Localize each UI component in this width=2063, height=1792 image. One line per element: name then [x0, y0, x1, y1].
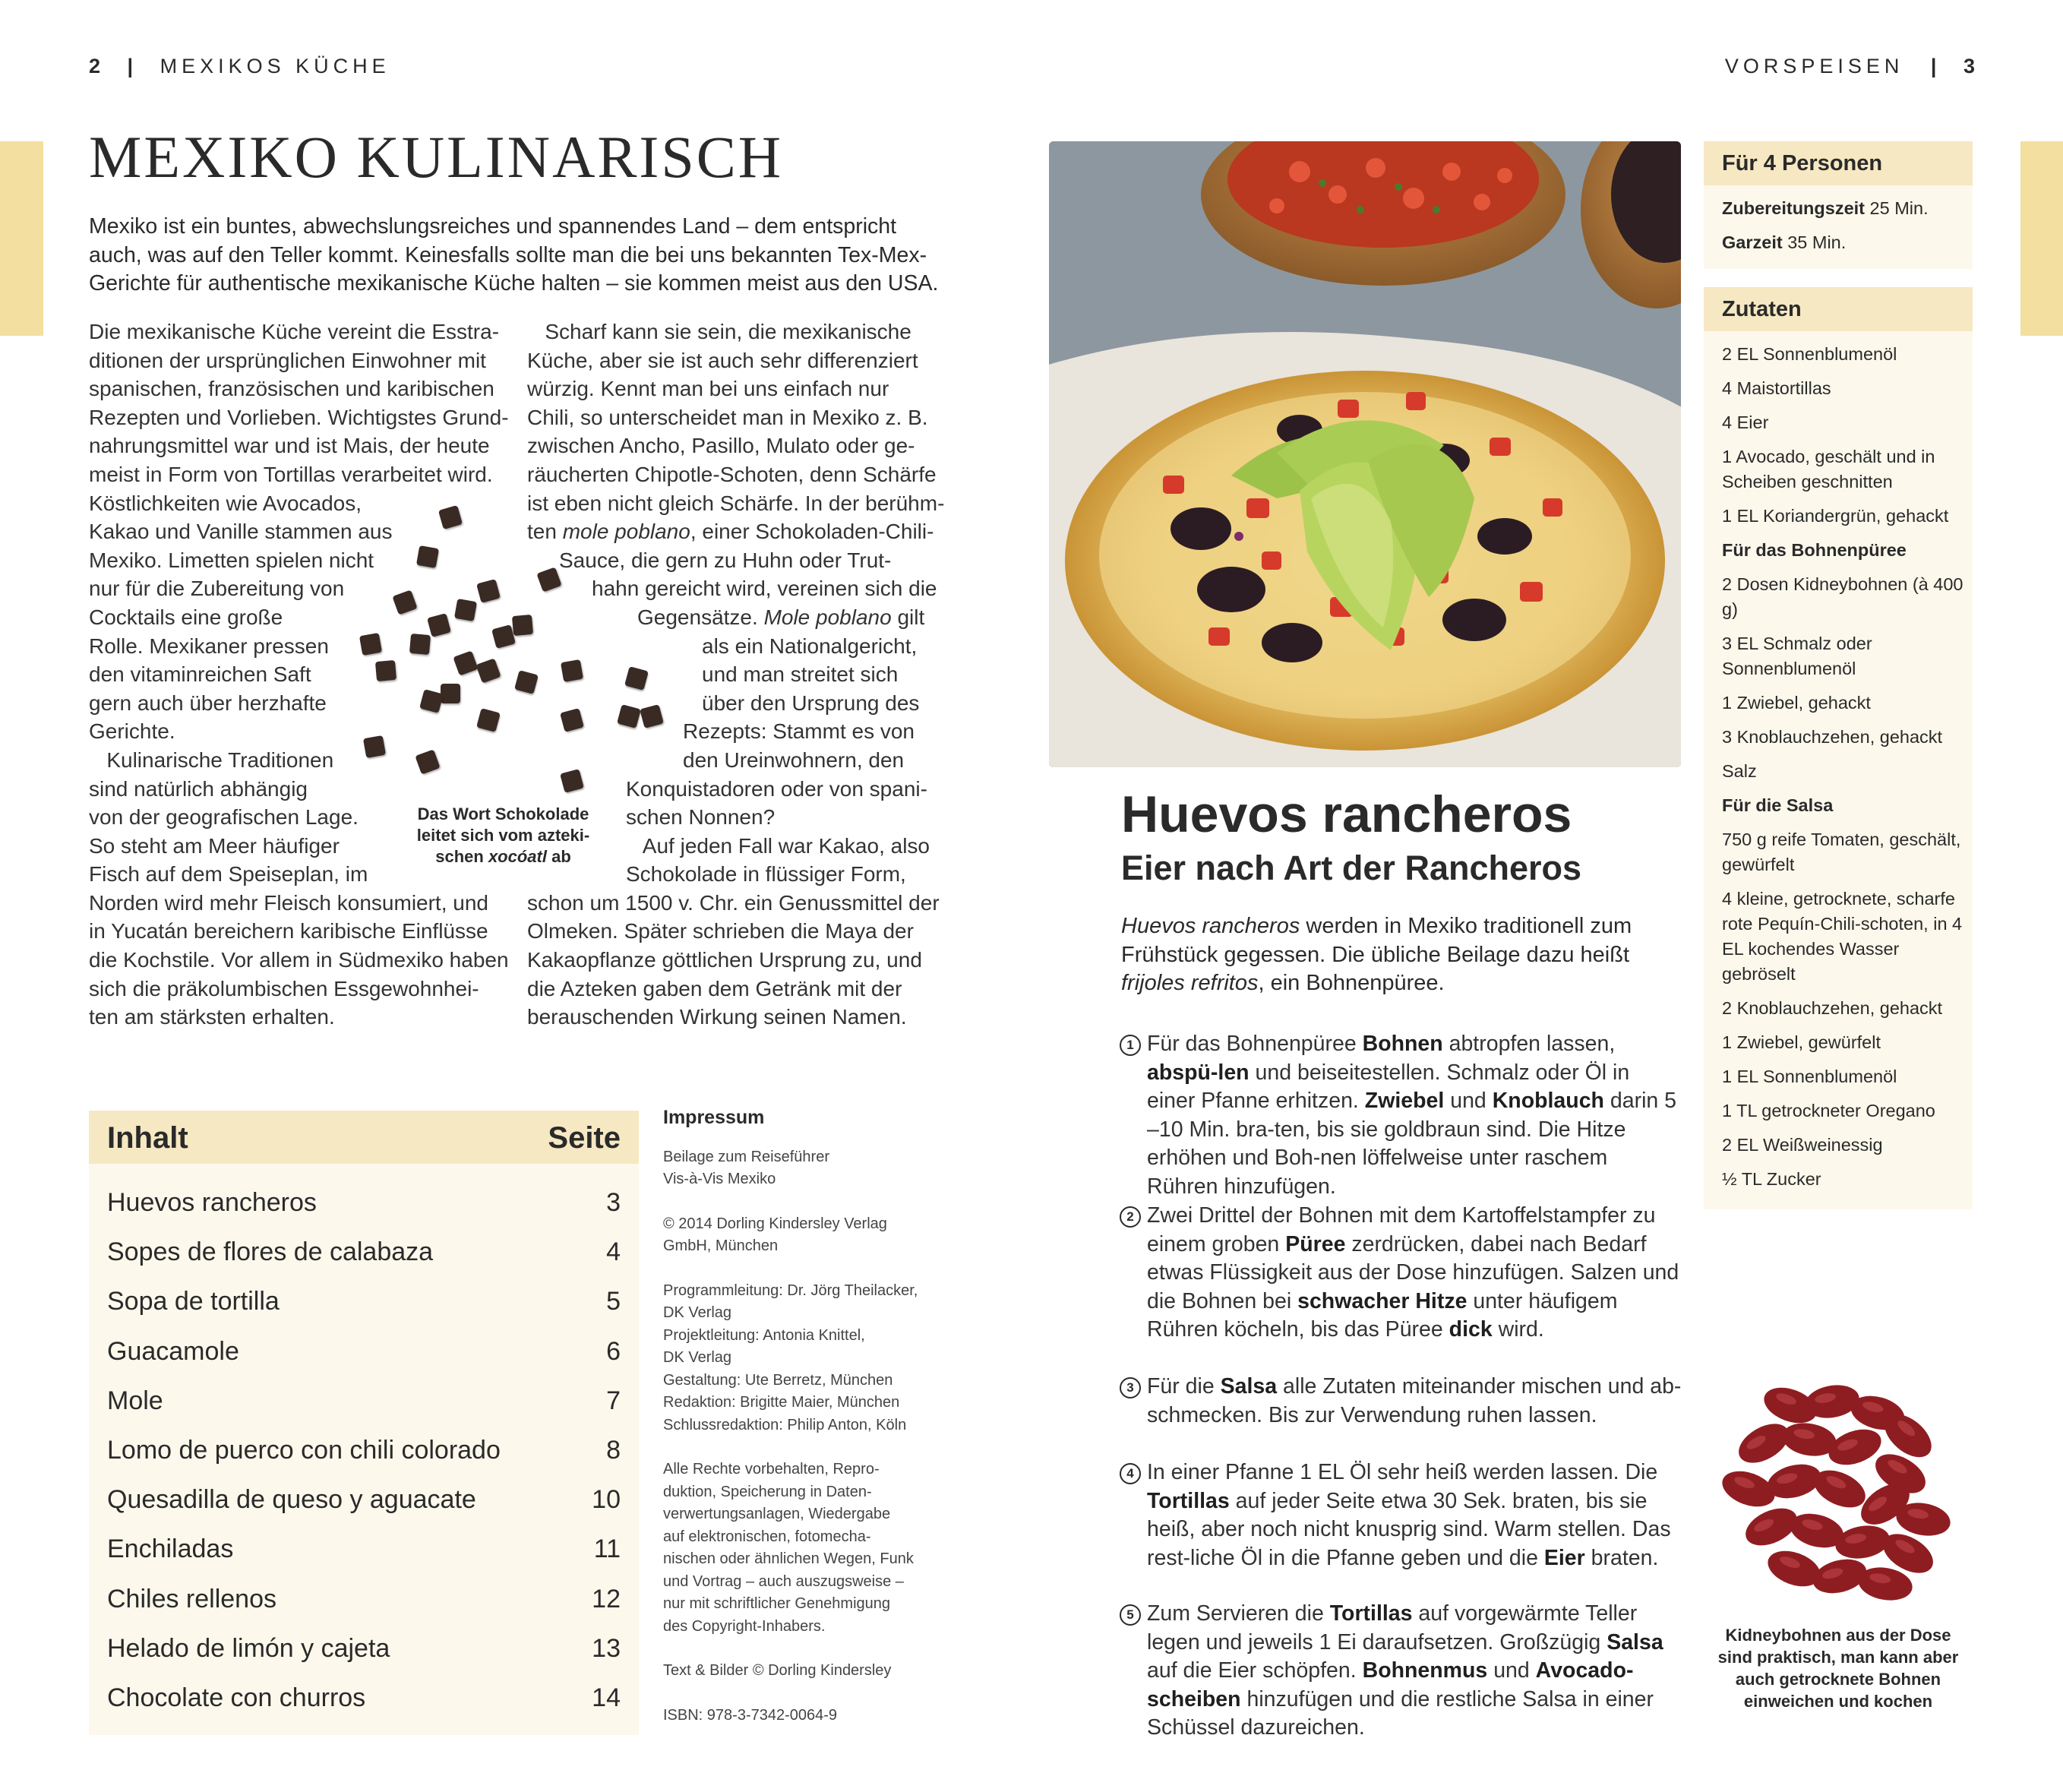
ingredient-item: 750 g reife Tomaten, geschält, gewürfelt — [1722, 830, 1961, 874]
article-line: den vitaminreichen Saft — [89, 662, 311, 687]
step-text: In einer Pfanne 1 EL Öl sehr heiß werden lassen. Die Tortillas auf jeder Seite etwa 30 Sek. braten, bis sie heiß, aber noch nicht knusprig sind. Warm stellen. Das rest-liche Öl in die Pfanne geben und die Eier braten. — [1147, 1460, 1671, 1570]
contents-row-page: 11 — [593, 1534, 621, 1564]
chocolate-piece — [560, 708, 584, 732]
recipe-intro-text: werden in Mexiko traditionell zum Frühstück gegessen. Die übliche Beilage dazu heißt — [1121, 914, 1632, 967]
step-number: 2 — [1120, 1206, 1141, 1228]
chocolate-piece — [475, 658, 501, 683]
article-line: Kakaopflanze göttlichen Ursprung zu, und — [527, 948, 922, 972]
article-line: Sauce, die gern zu Huhn oder Trut- — [559, 548, 892, 572]
contents-row[interactable] — [107, 1428, 621, 1474]
article-line: sind natürlich abhängig — [89, 776, 308, 801]
ingredient-item: 4 Maistortillas — [1722, 378, 1831, 398]
step-text: Zum Servieren die Tortillas auf vorgewärmte Teller legen und jeweils 1 Ei daraufsetzen. Großzügig Salsa auf die Eier schöpfen. Bohnenmus und Avocado-scheiben hinzufügen und die restliche Salsa in einer Schüssel dazureichen. — [1147, 1601, 1663, 1740]
servings-header — [1704, 141, 1973, 185]
article-line: Schokolade in flüssiger Form, — [626, 862, 906, 887]
chocolate-piece — [514, 670, 539, 694]
ingredient-item: 3 EL Schmalz oder Sonnenblumenöl — [1722, 634, 1872, 678]
chocolate-caption-line: schen xocóatl ab — [435, 847, 571, 866]
contents-row-title: Lomo de puerco con chili colorado — [107, 1436, 501, 1465]
kidney-caption-line: sind praktisch, man kann aber — [1717, 1648, 1959, 1667]
article-line: schen Nonnen? — [626, 805, 776, 830]
left-thumb-tab — [0, 141, 43, 336]
cook-time-label: Garzeit — [1722, 232, 1783, 252]
ingredient-item: 2 Dosen Kidneybohnen (à 400 g) — [1722, 574, 1963, 619]
imprint-line: Beilage zum Reiseführer — [663, 1148, 829, 1165]
imprint-line: duktion, Speicherung in Daten- — [663, 1483, 872, 1500]
article-line: berauschenden Wirkung seinen Namen. — [527, 1005, 907, 1029]
article-line: schon um 1500 v. Chr. ein Genussmittel der — [527, 890, 940, 915]
imprint-heading: Impressum — [663, 1107, 765, 1128]
chocolate-piece — [640, 704, 664, 728]
imprint-line: © 2014 Dorling Kindersley Verlag — [663, 1215, 887, 1232]
imprint-block — [663, 1459, 952, 1638]
running-head-left: 2 | MEXIKOS KÜCHE — [89, 55, 390, 77]
article-line: würzig. Kennt man bei uns einfach nur — [527, 377, 889, 401]
chocolate-piece — [454, 599, 477, 621]
recipe-step — [1120, 1459, 1682, 1572]
article-line: Norden wird mehr Fleisch konsumiert, und — [89, 890, 488, 915]
recipe-step — [1120, 1600, 1682, 1743]
running-head-right-text: VORSPEISEN — [1724, 55, 1904, 77]
ingredients-heading: Zutaten — [1722, 297, 1802, 321]
article-line: Rezepten und Vorlieben. Wichtigstes Grund- — [89, 405, 509, 429]
contents-row-page: 8 — [606, 1436, 621, 1465]
article-line: über den Ursprung des — [702, 691, 920, 715]
imprint — [663, 1107, 952, 1749]
ingredient-section-heading: Für das Bohnenpüree — [1722, 540, 1907, 560]
step-number: 5 — [1120, 1604, 1141, 1626]
imprint-block — [663, 1280, 952, 1437]
ingredient-item: 4 kleine, getrocknete, scharfe rote Pequín-Chili-schoten, in 4 EL kochendes Wasser gebröselt — [1722, 889, 1963, 984]
contents-row-page: 3 — [606, 1188, 621, 1217]
dish-illustration — [1049, 141, 1681, 767]
ingredient-section-heading: Für die Salsa — [1722, 795, 1834, 815]
imprint-block — [663, 1213, 952, 1258]
prep-time — [1722, 196, 1965, 221]
contents-row[interactable] — [107, 1379, 621, 1424]
recipe-intro-italic: Huevos rancheros — [1121, 914, 1300, 938]
ingredient-item: 1 EL Sonnenblumenöl — [1722, 1067, 1897, 1086]
article-line: von der geografischen Lage. — [89, 805, 359, 830]
chocolate-piece — [416, 545, 439, 568]
article-line: sich die präkolumbischen Essgewohnhei- — [89, 976, 479, 1000]
chocolate-caption — [406, 804, 600, 868]
imprint-block — [663, 1705, 952, 1727]
chocolate-piece — [441, 684, 460, 703]
chocolate-caption-line: leitet sich vom azteki- — [416, 826, 590, 845]
chocolate-piece — [476, 708, 501, 732]
right-thumb-tab — [2020, 141, 2063, 336]
ingredients-header — [1704, 287, 1973, 331]
contents-row-page: 5 — [606, 1287, 621, 1316]
article-line: nur für die Zubereitung von — [89, 577, 345, 601]
imprint-line: Projektleitung: Antonia Knittel, — [663, 1326, 865, 1344]
running-head-left-text: MEXIKOS KÜCHE — [160, 55, 390, 77]
article-line: gern auch über herzhafte — [89, 691, 327, 715]
chocolate-piece — [624, 666, 649, 691]
contents-row-title: Helado de limón y cajeta — [107, 1633, 390, 1663]
step-number: 1 — [1120, 1035, 1141, 1056]
chocolate-piece — [536, 567, 561, 592]
article-line: den Ureinwohnern, den — [683, 747, 905, 772]
chocolate-piece — [409, 634, 431, 655]
ingredient-item: 1 Zwiebel, gewürfelt — [1722, 1032, 1881, 1052]
step-number: 4 — [1120, 1463, 1141, 1484]
prep-time-label: Zubereitungszeit — [1722, 198, 1866, 218]
kidney-caption-line: auch getrocknete Bohnen — [1735, 1670, 1941, 1689]
imprint-line: Programmleitung: Dr. Jörg Theilacker, — [663, 1282, 918, 1299]
article-line: ten am stärksten erhalten. — [89, 1005, 335, 1029]
kidney-caption-line: einweichen und kochen — [1743, 1692, 1933, 1711]
contents-row-title: Quesadilla de queso y aguacate — [107, 1485, 476, 1515]
contents-header — [89, 1111, 639, 1164]
imprint-line: Vis-à-Vis Mexiko — [663, 1171, 776, 1187]
chocolate-piece — [617, 704, 641, 728]
article-line: ten mole poblano, einer Schokoladen-Chili- — [527, 520, 934, 544]
imprint-line: und Vortrag – auch auszugsweise – — [663, 1572, 904, 1590]
recipe-intro-text: , ein Bohnenpüree. — [1258, 971, 1445, 995]
imprint-block — [663, 1146, 952, 1191]
recipe-intro — [1121, 912, 1683, 998]
article-line: Köstlichkeiten wie Avocados, — [89, 491, 362, 515]
contents-row-page: 6 — [606, 1336, 621, 1366]
chocolate-caption-line: Das Wort Schokolade — [417, 804, 589, 823]
page-number-right: 3 — [1963, 55, 1975, 77]
page-title: MEXIKO KULINARISCH — [89, 124, 784, 190]
chocolate-piece — [453, 650, 478, 675]
imprint-line: DK Verlag — [663, 1349, 732, 1366]
article-line: Cocktails eine große — [89, 605, 283, 629]
imprint-line: des Copyright-Inhabers. — [663, 1617, 826, 1635]
contents-row[interactable] — [107, 1527, 621, 1572]
article-line: Auf jeden Fall war Kakao, also — [626, 833, 930, 858]
recipe-step — [1120, 1030, 1682, 1202]
imprint-line: auf elektronischen, fotomecha- — [663, 1528, 871, 1545]
article-line: Kulinarische Traditionen — [89, 747, 334, 772]
imprint-line: ISBN: 978-3-7342-0064-9 — [663, 1706, 838, 1724]
contents-row-title: Chocolate con churros — [107, 1683, 366, 1712]
chocolate-piece — [375, 660, 396, 681]
article-line: Gegensätze. Mole poblano gilt — [637, 605, 925, 629]
chocolate-piece — [491, 624, 516, 649]
article-line: die Azteken gaben dem Getränk mit der — [527, 976, 902, 1000]
article-line: zwischen Ancho, Pasillo, Mulato oder ge- — [527, 434, 915, 458]
imprint-line: Gestaltung: Ute Berretz, München — [663, 1371, 893, 1389]
ingredient-item: Salz — [1722, 761, 1757, 781]
recipe-step — [1120, 1202, 1682, 1345]
ingredient-item: 2 Knoblauchzehen, gehackt — [1722, 998, 1943, 1018]
ingredient-item: 1 EL Koriandergrün, gehackt — [1722, 506, 1949, 526]
article-line: Scharf kann sie sein, die mexikanische — [527, 320, 911, 343]
chocolate-piece — [438, 505, 463, 529]
article-line: Mexiko. Limetten spielen nicht — [89, 548, 374, 572]
article-line: nahrungsmittel war und ist Mais, der heute — [89, 434, 490, 458]
ingredient-item: ½ TL Zucker — [1722, 1169, 1821, 1189]
step-text: Für die Salsa alle Zutaten miteinander mischen und ab-schmecken. Bis zur Verwendung ruhen lassen. — [1147, 1374, 1682, 1427]
imprint-line: nischen oder ähnlichen Wegen, Funk — [663, 1550, 914, 1567]
imprint-line: Schlussredaktion: Philip Anton, Köln — [663, 1416, 907, 1433]
contents-row-title: Guacamole — [107, 1336, 239, 1366]
imprint-line: Redaktion: Brigitte Maier, München — [663, 1394, 900, 1411]
article-line: Küche, aber sie ist auch sehr differenziert — [527, 348, 918, 372]
article-line: meist in Form von Tortillas verarbeitet wird. — [89, 462, 493, 486]
article-line: als ein Nationalgericht, — [702, 634, 918, 658]
page-number-left: 2 — [89, 55, 101, 77]
contents-row-title: Enchiladas — [107, 1534, 234, 1564]
chocolate-piece — [560, 769, 584, 793]
imprint-line: verwertungsanlagen, Wiedergabe — [663, 1506, 891, 1522]
ingredient-item: 1 TL getrockneter Oregano — [1722, 1101, 1935, 1120]
contents-heading: Inhalt — [107, 1121, 188, 1155]
chocolate-piece — [359, 633, 382, 656]
contents-page-heading: Seite — [548, 1121, 621, 1155]
contents-row[interactable] — [107, 1230, 621, 1275]
ingredient-item: 3 Knoblauchzehen, gehackt — [1722, 727, 1943, 747]
imprint-block — [663, 1660, 952, 1683]
contents-row-title: Huevos rancheros — [107, 1188, 317, 1217]
article-line: Rezepts: Stammt es von — [683, 719, 915, 744]
kidney-beans-image — [1718, 1375, 1961, 1610]
article-line: hahn gereicht wird, vereinen sich die — [592, 577, 937, 601]
contents-row[interactable] — [107, 1478, 621, 1523]
article-line: Rolle. Mexikaner pressen — [89, 634, 329, 658]
chocolate-piece — [363, 735, 386, 758]
servings-box — [1704, 141, 1973, 269]
chocolate-piece — [392, 589, 417, 615]
contents-row-page: 10 — [592, 1485, 621, 1515]
chocolate-pieces-image — [334, 501, 668, 805]
contents-row-page: 13 — [592, 1633, 621, 1663]
article-line: in Yucatán bereichern karibische Einflüsse — [89, 919, 488, 943]
chocolate-piece — [415, 749, 440, 774]
chocolate-piece — [419, 689, 444, 713]
imprint-line: Alle Rechte vorbehalten, Repro- — [663, 1461, 880, 1478]
contents-row[interactable] — [107, 1577, 621, 1623]
step-text: Zwei Drittel der Bohnen mit dem Kartoffelstampfer zu einem groben Püree zerdrücken, dabei nach Bedarf etwas Flüssigkeit aus der Dose hinzufügen. Salzen und die Bohnen bei schwacher Hitze unter häufigem Rühren köcheln, bis das Püree dick wird. — [1147, 1203, 1679, 1342]
article-line: Gerichte. — [89, 719, 175, 744]
contents-row-title: Chiles rellenos — [107, 1584, 276, 1613]
cook-time-value: 35 Min. — [1782, 232, 1847, 252]
article-line: räucherten Chipotle-Schoten, denn Schärfe — [527, 462, 937, 486]
ingredient-item: 1 Zwiebel, gehackt — [1722, 693, 1871, 713]
step-text: Für das Bohnenpüree Bohnen abtropfen lassen, abspü-len und beiseitestellen. Schmalz oder Öl in einer Pfanne erhitzen. Zwiebel und Knoblauch darin 5 –10 Min. bra-ten, bis sie goldbraun sind. Die Hitze erhöhen und Boh-nen löffelweise unter raschem Rühren hinzufügen. — [1147, 1032, 1677, 1199]
article-line: ist eben nicht gleich Schärfe. In der berühm- — [527, 491, 945, 515]
contents-row-title: Sopes de flores de calabaza — [107, 1237, 434, 1267]
intro-paragraph: Mexiko ist ein buntes, abwechslungsreiches und spannendes Land – dem entspricht auch, was auf den Teller kommt. Keinesfalls sollte man die bei uns bekannten Tex-Mex-Gerichte für authentische mexikanische Küche halten – sie kommen meist aus den USA. — [89, 214, 939, 296]
imprint-line: Text & Bilder © Dorling Kindersley — [663, 1662, 892, 1679]
recipe-subtitle: Eier nach Art der Rancheros — [1121, 849, 1582, 887]
contents-row[interactable] — [107, 1279, 621, 1325]
contents-row-page: 14 — [592, 1683, 621, 1712]
recipe-title: Huevos rancheros — [1121, 785, 1572, 843]
article-line: Konquistadoren oder von spani- — [626, 776, 927, 801]
contents-row-page: 12 — [592, 1584, 621, 1613]
article-line: So steht am Meer häufiger — [89, 833, 340, 858]
chocolate-piece — [476, 579, 501, 603]
chocolate-piece — [561, 659, 583, 682]
step-number: 3 — [1120, 1377, 1141, 1399]
article-line: Kakao und Vanille stammen aus — [89, 520, 393, 544]
article-line: spanischen, französischen und karibischen — [89, 377, 494, 401]
prep-time-value: 25 Min. — [1865, 198, 1929, 218]
imprint-line: GmbH, München — [663, 1237, 779, 1254]
kidney-bean — [1833, 1522, 1892, 1563]
ingredient-item: 4 Eier — [1722, 412, 1769, 432]
article-line: Chili, so unterscheidet man in Mexiko z. B. — [527, 405, 928, 429]
contents-row[interactable] — [107, 1329, 621, 1375]
article-line: Olmeken. Später schrieben die Maya der — [527, 919, 914, 943]
chocolate-piece — [427, 613, 451, 637]
running-head-right: VORSPEISEN | 3 — [1724, 55, 1975, 77]
kidney-caption-line: Kidneybohnen aus der Dose — [1725, 1626, 1951, 1645]
contents-row[interactable] — [107, 1676, 621, 1721]
article-line: Die mexikanische Küche vereint die Esstra- — [89, 320, 500, 343]
cook-time — [1722, 230, 1965, 255]
ingredient-item: 1 Avocado, geschält und in Scheiben geschnitten — [1722, 447, 1935, 491]
article-line: und man streitet sich — [702, 662, 899, 687]
contents-row-title: Mole — [107, 1386, 163, 1415]
recipe-step — [1120, 1373, 1682, 1430]
huevos-rancheros-photo — [1049, 141, 1681, 767]
kidney-beans-caption — [1704, 1624, 1973, 1712]
contents-row[interactable] — [107, 1180, 621, 1226]
ingredients-box — [1704, 287, 1973, 1209]
article-line: die Kochstile. Vor allem in Südmexiko haben — [89, 948, 509, 972]
chocolate-piece — [512, 615, 533, 636]
contents-row-title: Sopa de tortilla — [107, 1287, 280, 1316]
contents-row-page: 7 — [606, 1386, 621, 1415]
contents-box — [89, 1111, 639, 1735]
servings-heading: Für 4 Personen — [1722, 151, 1883, 175]
article-line: ditionen der ursprünglichen Einwohner mit — [89, 348, 486, 372]
imprint-line: nur mit schriftlicher Genehmigung — [663, 1595, 891, 1612]
contents-row[interactable] — [107, 1626, 621, 1672]
article-line: Fisch auf dem Speiseplan, im — [89, 862, 368, 887]
ingredient-item: 2 EL Sonnenblumenöl — [1722, 344, 1897, 364]
ingredient-item: 2 EL Weißweinessig — [1722, 1135, 1883, 1155]
recipe-intro-italic: frijoles refritos — [1121, 971, 1259, 995]
imprint-line: DK Verlag — [663, 1304, 732, 1321]
contents-row-page: 4 — [606, 1237, 621, 1267]
